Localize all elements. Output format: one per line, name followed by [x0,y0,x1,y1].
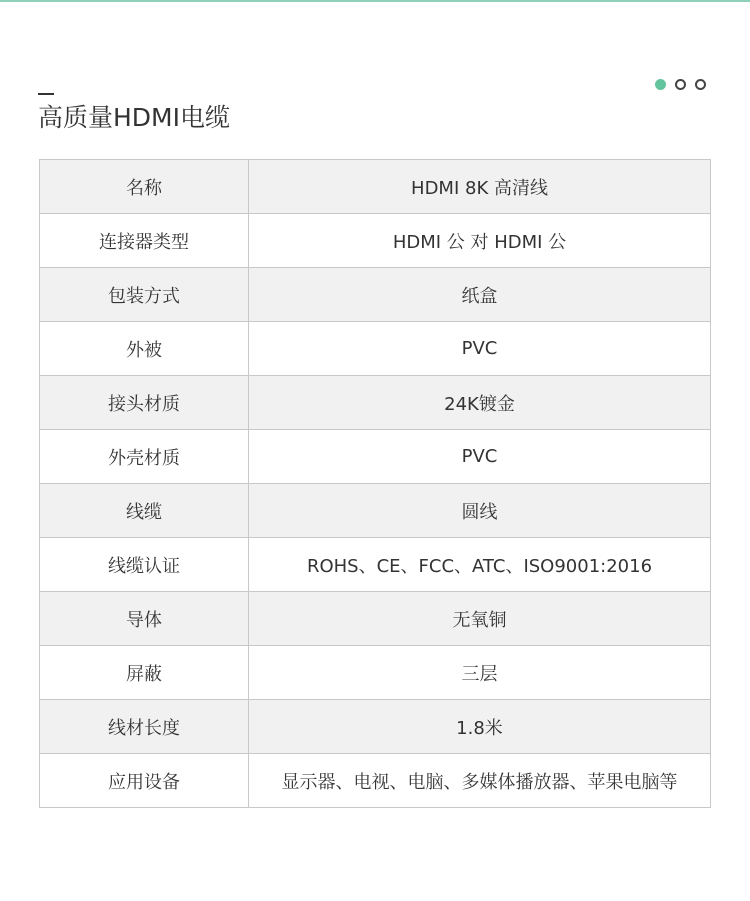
table-row [40,322,711,376]
table-row [40,268,711,322]
pager-dots [655,77,706,91]
pager-dot-1[interactable] [655,79,666,90]
spec-value: ROHS、CE、FCC、ATC、ISO9001:2016 [249,538,711,592]
spec-label: 线缆认证 [40,538,249,592]
table-row [40,160,711,214]
top-accent-line [0,0,750,2]
spec-value: HDMI 8K 高清线 [249,160,711,214]
spec-value: 显示器、电视、电脑、多媒体播放器、苹果电脑等 [249,754,711,808]
page-title: 高质量HDMI电缆 [38,103,230,132]
table-row [40,430,711,484]
spec-value: 24K镀金 [249,376,711,430]
spec-label: 线缆 [40,484,249,538]
spec-label: 线材长度 [40,700,249,754]
table-row [40,592,711,646]
table-row [40,214,711,268]
table-row [40,646,711,700]
spec-label: 外壳材质 [40,430,249,484]
table-row [40,700,711,754]
table-row [40,376,711,430]
spec-value: 圆线 [249,484,711,538]
spec-label: 外被 [40,322,249,376]
spec-table [39,159,711,808]
spec-label: 屏蔽 [40,646,249,700]
table-row [40,484,711,538]
pager-dot-2[interactable] [675,79,686,90]
table-row [40,538,711,592]
spec-value: 三层 [249,646,711,700]
spec-label: 包装方式 [40,268,249,322]
spec-value: PVC [249,430,711,484]
spec-value: 1.8米 [249,700,711,754]
spec-label: 连接器类型 [40,214,249,268]
spec-value: HDMI 公 对 HDMI 公 [249,214,711,268]
spec-value: PVC [249,322,711,376]
spec-label: 应用设备 [40,754,249,808]
spec-label: 导体 [40,592,249,646]
spec-label: 接头材质 [40,376,249,430]
title-dash [38,93,54,95]
spec-label: 名称 [40,160,249,214]
pager-dot-3[interactable] [695,79,706,90]
spec-value: 纸盒 [249,268,711,322]
spec-value: 无氧铜 [249,592,711,646]
table-row [40,754,711,808]
